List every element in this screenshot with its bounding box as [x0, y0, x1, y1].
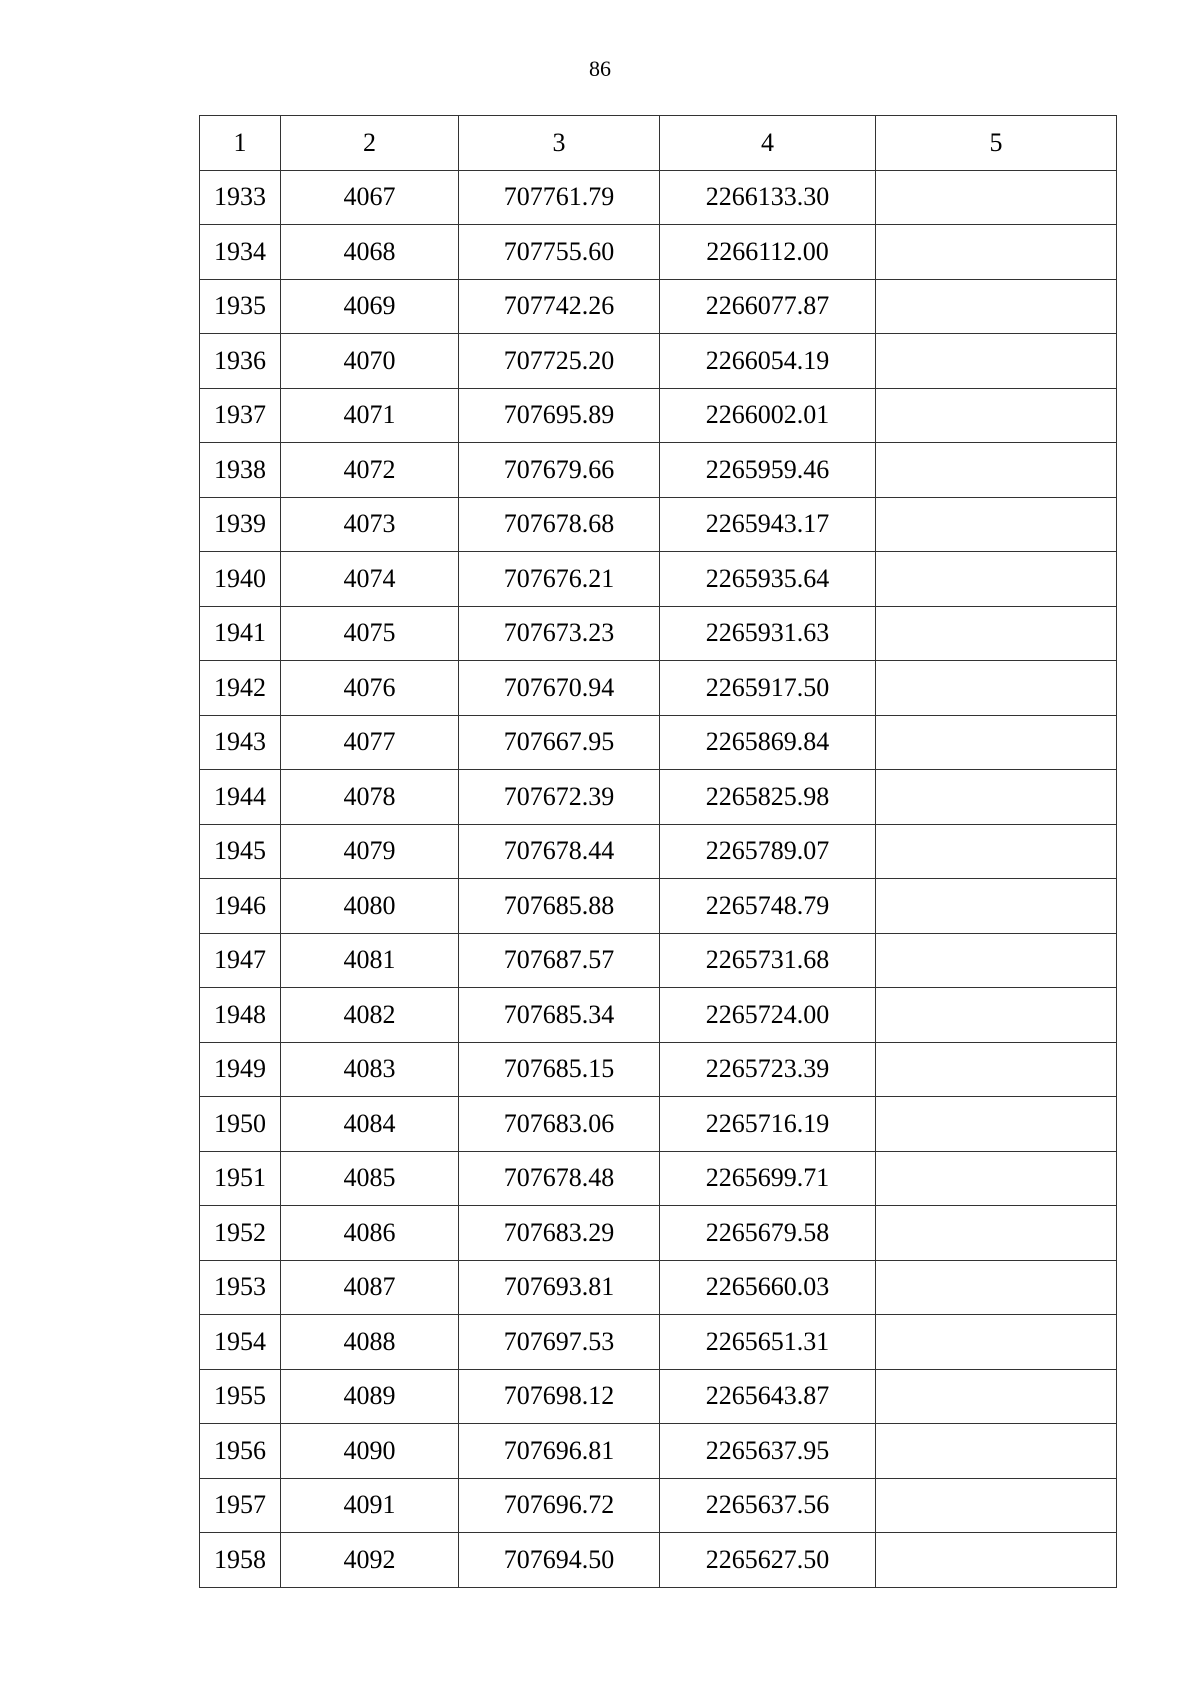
point-number-cell: 1938: [200, 443, 281, 498]
table-row: [200, 933, 1117, 988]
point-id-cell: 4086: [281, 1206, 459, 1261]
point-id-cell: 4085: [281, 1151, 459, 1206]
table-body: [200, 170, 1117, 1587]
note-cell: [876, 388, 1117, 443]
point-number-cell: 1950: [200, 1097, 281, 1152]
coordinate-y-cell: 2265748.79: [660, 879, 876, 934]
coordinate-y-cell: 2265723.39: [660, 1042, 876, 1097]
point-id-cell: 4076: [281, 661, 459, 716]
point-id-cell: 4067: [281, 170, 459, 225]
point-id-cell: 4072: [281, 443, 459, 498]
coordinate-y-cell: 2265716.19: [660, 1097, 876, 1152]
table-row: [200, 388, 1117, 443]
note-cell: [876, 1097, 1117, 1152]
point-id-cell: 4077: [281, 715, 459, 770]
point-number-cell: 1940: [200, 552, 281, 607]
note-cell: [876, 824, 1117, 879]
column-header-1: 1: [200, 116, 281, 171]
page-number: 86: [589, 56, 611, 81]
coordinate-x-cell: 707685.34: [459, 988, 660, 1043]
coordinate-y-cell: 2265917.50: [660, 661, 876, 716]
coordinate-x-cell: 707695.89: [459, 388, 660, 443]
coordinate-y-cell: 2266077.87: [660, 279, 876, 334]
note-cell: [876, 1151, 1117, 1206]
coordinate-y-cell: 2266133.30: [660, 170, 876, 225]
point-number-cell: 1957: [200, 1478, 281, 1533]
table-header-row: [200, 116, 1117, 171]
note-cell: [876, 770, 1117, 825]
point-id-cell: 4089: [281, 1369, 459, 1424]
table-row: [200, 497, 1117, 552]
coordinate-x-cell: 707725.20: [459, 334, 660, 389]
coordinate-y-cell: 2265679.58: [660, 1206, 876, 1261]
point-number-cell: 1954: [200, 1315, 281, 1370]
coordinate-y-cell: 2265789.07: [660, 824, 876, 879]
coordinate-y-cell: 2265637.56: [660, 1478, 876, 1533]
coordinate-x-cell: 707683.29: [459, 1206, 660, 1261]
coordinate-y-cell: 2265724.00: [660, 988, 876, 1043]
point-id-cell: 4092: [281, 1533, 459, 1588]
coordinate-x-cell: 707685.88: [459, 879, 660, 934]
coordinate-y-cell: 2265869.84: [660, 715, 876, 770]
point-number-cell: 1937: [200, 388, 281, 443]
table-row: [200, 1260, 1117, 1315]
coordinate-y-cell: 2265651.31: [660, 1315, 876, 1370]
coordinate-x-cell: 707693.81: [459, 1260, 660, 1315]
point-number-cell: 1956: [200, 1424, 281, 1479]
coordinate-y-cell: 2265637.95: [660, 1424, 876, 1479]
coordinate-x-cell: 707679.66: [459, 443, 660, 498]
point-id-cell: 4069: [281, 279, 459, 334]
note-cell: [876, 334, 1117, 389]
coordinate-x-cell: 707678.68: [459, 497, 660, 552]
coordinate-y-cell: 2265699.71: [660, 1151, 876, 1206]
note-cell: [876, 715, 1117, 770]
point-id-cell: 4078: [281, 770, 459, 825]
table-row: [200, 225, 1117, 280]
column-header-2: 2: [281, 116, 459, 171]
coordinate-x-cell: 707694.50: [459, 1533, 660, 1588]
coordinate-x-cell: 707742.26: [459, 279, 660, 334]
note-cell: [876, 1315, 1117, 1370]
point-number-cell: 1941: [200, 606, 281, 661]
table-row: [200, 279, 1117, 334]
coordinate-y-cell: 2265931.63: [660, 606, 876, 661]
coordinate-y-cell: 2266112.00: [660, 225, 876, 280]
table-row: [200, 1151, 1117, 1206]
note-cell: [876, 225, 1117, 280]
note-cell: [876, 988, 1117, 1043]
point-number-cell: 1952: [200, 1206, 281, 1261]
point-id-cell: 4079: [281, 824, 459, 879]
note-cell: [876, 1424, 1117, 1479]
point-number-cell: 1942: [200, 661, 281, 716]
point-id-cell: 4080: [281, 879, 459, 934]
table-row: [200, 443, 1117, 498]
table-row: [200, 170, 1117, 225]
coordinate-x-cell: 707667.95: [459, 715, 660, 770]
point-id-cell: 4083: [281, 1042, 459, 1097]
point-id-cell: 4071: [281, 388, 459, 443]
point-number-cell: 1946: [200, 879, 281, 934]
table-row: [200, 1424, 1117, 1479]
point-id-cell: 4087: [281, 1260, 459, 1315]
coordinate-y-cell: 2265660.03: [660, 1260, 876, 1315]
coordinate-x-cell: 707697.53: [459, 1315, 660, 1370]
point-id-cell: 4082: [281, 988, 459, 1043]
table-row: [200, 1042, 1117, 1097]
note-cell: [876, 552, 1117, 607]
point-number-cell: 1955: [200, 1369, 281, 1424]
point-number-cell: 1935: [200, 279, 281, 334]
note-cell: [876, 933, 1117, 988]
point-id-cell: 4073: [281, 497, 459, 552]
coordinates-table: [199, 115, 1117, 1588]
coordinate-x-cell: 707683.06: [459, 1097, 660, 1152]
point-number-cell: 1947: [200, 933, 281, 988]
coordinate-y-cell: 2265943.17: [660, 497, 876, 552]
table-row: [200, 661, 1117, 716]
point-number-cell: 1945: [200, 824, 281, 879]
coordinate-x-cell: 707672.39: [459, 770, 660, 825]
point-id-cell: 4091: [281, 1478, 459, 1533]
point-number-cell: 1944: [200, 770, 281, 825]
table-row: [200, 334, 1117, 389]
point-id-cell: 4081: [281, 933, 459, 988]
note-cell: [876, 879, 1117, 934]
note-cell: [876, 1042, 1117, 1097]
point-number-cell: 1939: [200, 497, 281, 552]
note-cell: [876, 606, 1117, 661]
coordinate-y-cell: 2265825.98: [660, 770, 876, 825]
point-number-cell: 1943: [200, 715, 281, 770]
note-cell: [876, 1369, 1117, 1424]
point-number-cell: 1933: [200, 170, 281, 225]
table-row: [200, 1533, 1117, 1588]
coordinate-x-cell: 707678.48: [459, 1151, 660, 1206]
coordinate-x-cell: 707698.12: [459, 1369, 660, 1424]
note-cell: [876, 1260, 1117, 1315]
column-header-3: 3: [459, 116, 660, 171]
coordinate-x-cell: 707676.21: [459, 552, 660, 607]
table-row: [200, 988, 1117, 1043]
coordinate-x-cell: 707696.72: [459, 1478, 660, 1533]
coordinate-x-cell: 707687.57: [459, 933, 660, 988]
point-id-cell: 4084: [281, 1097, 459, 1152]
table-row: [200, 1206, 1117, 1261]
coordinate-y-cell: 2266002.01: [660, 388, 876, 443]
coordinate-x-cell: 707685.15: [459, 1042, 660, 1097]
coordinate-y-cell: 2265935.64: [660, 552, 876, 607]
point-number-cell: 1958: [200, 1533, 281, 1588]
point-number-cell: 1936: [200, 334, 281, 389]
point-id-cell: 4090: [281, 1424, 459, 1479]
coordinate-y-cell: 2265627.50: [660, 1533, 876, 1588]
point-number-cell: 1948: [200, 988, 281, 1043]
coordinate-x-cell: 707670.94: [459, 661, 660, 716]
point-id-cell: 4088: [281, 1315, 459, 1370]
note-cell: [876, 1533, 1117, 1588]
column-header-4: 4: [660, 116, 876, 171]
table-row: [200, 770, 1117, 825]
table-row: [200, 824, 1117, 879]
coordinate-x-cell: 707755.60: [459, 225, 660, 280]
point-number-cell: 1934: [200, 225, 281, 280]
point-id-cell: 4074: [281, 552, 459, 607]
table-row: [200, 1097, 1117, 1152]
point-id-cell: 4068: [281, 225, 459, 280]
table-row: [200, 715, 1117, 770]
coordinate-y-cell: 2265643.87: [660, 1369, 876, 1424]
point-number-cell: 1953: [200, 1260, 281, 1315]
coordinate-x-cell: 707678.44: [459, 824, 660, 879]
point-id-cell: 4070: [281, 334, 459, 389]
note-cell: [876, 170, 1117, 225]
point-number-cell: 1951: [200, 1151, 281, 1206]
coordinate-y-cell: 2265731.68: [660, 933, 876, 988]
coordinate-y-cell: 2266054.19: [660, 334, 876, 389]
note-cell: [876, 443, 1117, 498]
note-cell: [876, 661, 1117, 716]
point-number-cell: 1949: [200, 1042, 281, 1097]
note-cell: [876, 279, 1117, 334]
table-row: [200, 606, 1117, 661]
table-row: [200, 1315, 1117, 1370]
coordinate-x-cell: 707696.81: [459, 1424, 660, 1479]
coordinate-x-cell: 707761.79: [459, 170, 660, 225]
note-cell: [876, 1478, 1117, 1533]
point-id-cell: 4075: [281, 606, 459, 661]
note-cell: [876, 497, 1117, 552]
column-header-5: 5: [876, 116, 1117, 171]
table-row: [200, 879, 1117, 934]
note-cell: [876, 1206, 1117, 1261]
table-row: [200, 1478, 1117, 1533]
coordinate-x-cell: 707673.23: [459, 606, 660, 661]
coordinate-y-cell: 2265959.46: [660, 443, 876, 498]
table-row: [200, 1369, 1117, 1424]
table-row: [200, 552, 1117, 607]
